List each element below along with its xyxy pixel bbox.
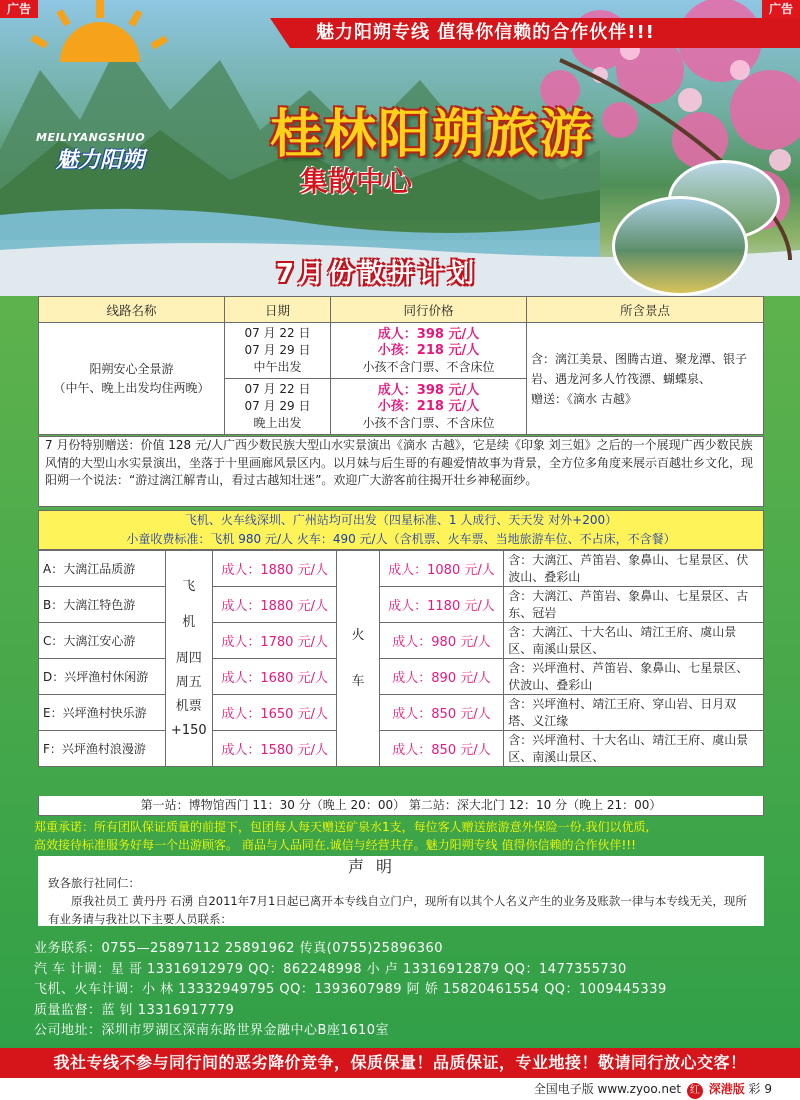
date-line: 07 月 22 日 [244,326,311,340]
price-note: 小孩不含门票、不含床位 [362,415,495,430]
plane-price: 成人：1580 元/人 [212,731,337,767]
route-name: F：兴坪渔村浪漫游 [39,731,166,767]
header-price: 同行价格 [331,297,527,323]
spots-cell [527,323,764,435]
table-row [39,551,764,587]
plane-label: 周四 [175,650,202,666]
footer-page: 彩 9 [748,1082,772,1096]
gift-text: 赠送：《滴水 古越》 [531,391,637,406]
service-promise [34,818,784,854]
header-date: 日期 [225,297,331,323]
table-row [39,659,764,695]
child-price: 小孩：218 元/人 [377,398,480,414]
page-footer [0,1078,800,1100]
spots-text: 含：漓江美景、图腾古道、聚龙潭、银子岩、遇龙河多人竹筏漂、蝴蝶泉、 [531,351,748,386]
route-name: A：大漓江品质游 [39,551,166,587]
footer-edition: 深港版 [708,1082,745,1096]
table-row [39,731,764,767]
child-price: 小孩：218 元/人 [377,342,480,358]
contact-line: 公司地址：深圳市罗湖区深南东路世界金融中心B座1610室 [34,1023,390,1038]
route-spots: 含：大漓江、十大名山、靖江王府、虞山景区、南溪山景区、 [504,623,764,659]
contact-line: 业务联系：0755—25897112 25891962 传真(0755)25896360 [34,941,444,956]
table-row [39,695,764,731]
scenic-photo-large [612,196,748,296]
train-price: 成人：980 元/人 [379,623,504,659]
route-spots: 含：兴坪渔村、十大名山、靖江王府、虞山景区、南溪山景区、 [504,731,764,767]
contact-line: 汽 车 计调：星 哥 13316912979 QQ：862248998 小 卢 13316912879 QQ：1477355730 [34,961,627,977]
top-banner: 魅力阳朔专线 值得你信赖的合作伙伴!!! [290,18,800,48]
table-row [39,587,764,623]
notice-line: 小童收费标准：飞机 980 元/人 火车：490 元/人（含机票、火车票、当地旅游车位、不占床，不含餐） [126,532,676,546]
train-price: 成人：1080 元/人 [379,551,504,587]
page-subtitle: 集散中心 [300,165,413,198]
price-note: 小孩不含门票、不含床位 [362,359,495,374]
date-line: 07 月 29 日 [244,343,311,357]
adult-price: 成人：398 元/人 [377,382,480,398]
date-cell [225,379,331,435]
plane-price: 成人：1780 元/人 [212,623,337,659]
plane-label: 机 [182,614,196,630]
departure-time: 晚上出发 [253,416,302,430]
header-route: 线路名称 [39,297,225,323]
promise-line: 高效接待标准服务好每一个出游顾客。 商品与人品同在.诚信与经营共存。魅力阳朔专线 值得你信赖的合作伙伴!!! [34,838,636,852]
train-price: 成人：850 元/人 [379,731,504,767]
route-spots: 含：大漓江、芦笛岩、象鼻山、七星景区、伏波山、叠彩山 [504,551,764,587]
price-cell [331,323,527,379]
table-row [39,623,764,659]
date-line: 07 月 22 日 [244,382,311,396]
route-cell [39,323,225,435]
departure-time: 中午出发 [253,360,302,374]
main-content [0,296,800,1100]
logo-name: 魅力阳朔 [56,148,145,173]
route-spots: 含：兴坪渔村、芦笛岩、象鼻山、七星景区、伏波山、叠彩山 [504,659,764,695]
adult-price: 成人：398 元/人 [377,326,480,342]
route-name: B：大漓江特色游 [39,587,166,623]
train-price: 成人：850 元/人 [379,695,504,731]
plan-title: 7月份散拼计划 [276,259,479,289]
promise-line: 郑重承诺：所有团队保证质量的前提下，包团每人每天赠送矿泉水1支，每位客人赠送旅游意外保险一份.我们以优质, [34,820,650,834]
edition-badge-icon: 红 [687,1083,703,1099]
price-cell [331,379,527,435]
departure-notice [38,510,764,550]
train-label: 车 [351,673,365,689]
date-cell [225,323,331,379]
contact-info [34,939,794,1042]
ad-label-right: 广告 [762,0,800,18]
plane-price: 成人：1880 元/人 [212,587,337,623]
notice-line: 飞机、火车线深圳、广州站均可出发（四星标准、1 人成行、天天发 对外+200） [184,513,618,527]
declaration-title: 声明 [348,857,405,876]
footer-site: 全国电子版 www.zyoo.net [533,1082,682,1096]
train-label: 火 [351,627,365,643]
route-spots: 含：大漓江、芦笛岩、象鼻山、七星景区、古东、冠岩 [504,587,764,623]
ad-label-left: 广告 [0,0,38,18]
table-header-row [39,297,764,323]
train-price: 成人：890 元/人 [379,659,504,695]
header-spots: 所含景点 [527,297,764,323]
declaration-box [38,856,764,926]
plane-price: 成人：1680 元/人 [212,659,337,695]
logo-subtitle: MEILIYANGSHUO [36,131,146,144]
contact-line: 飞机、火车计调：小 林 13332949795 QQ：1393607989 阿 娇 15820461554 QQ：1009445339 [34,982,667,997]
page-title: 桂林阳朔旅游 [270,105,595,165]
train-price: 成人：1180 元/人 [379,587,504,623]
route-name: 阳朔安心全景游 [89,361,174,376]
plane-label: 机票 [175,698,202,714]
contact-line: 质量监督：蓝 钊 13316917779 [34,1002,235,1018]
plane-price: 成人：1880 元/人 [212,551,337,587]
pickup-stations: 第一站：博物馆西门 11：30 分（晚上 20：00） 第二站：深大北门 12：10 分（晚上 21：00） [38,796,764,816]
date-line: 07 月 29 日 [244,399,311,413]
plane-label: +150 [170,722,207,738]
declaration-body: 原我社员工 黄丹丹 石湧 自2011年7月1日起已离开本专线自立门户，现所有以其个人名义产生的业务及账款一律与本专线无关，现所有业务请与我社以下主要人员联系： [48,894,747,926]
table-row [39,323,764,379]
route-name: D：兴坪渔村休闲游 [39,659,166,695]
special-offer-text: 7 月份特别赠送：价值 128 元/人广西少数民族大型山水实景演出《滴水 古越》，它是续《印象 刘三姐》之后的一个展现广西少数民族风情的大型山水实景演出，坐落于十里画廊风景区内。以月妹与后生哥的有趣爱情故事为背景，全方位多角度来展示百越壮乡文化，现阳朔一个说法：“游过漓江解青山，看过古越知壮迷”。欢迎广大游客前往揭开壮乡神秘面纱。 [38,436,764,507]
route-spots: 含：兴坪渔村、靖江王府、穿山岩、日月双塔、义江缘 [504,695,764,731]
plane-label: 周五 [175,674,202,690]
plane-label: 飞 [182,578,196,594]
bottom-banner: 我社专线不参与同行间的恶劣降价竞争，保质保量！品质保证，专业地接！敬请同行放心交客！ [0,1048,800,1078]
route-name: E：兴坪渔村快乐游 [39,695,166,731]
declaration-greeting: 致各旅行社同仁： [48,876,140,890]
route-note: （中午、晚上出发均住两晚） [53,380,210,395]
plane-label-cell [165,551,212,767]
plane-price: 成人：1650 元/人 [212,695,337,731]
route-price-table [38,550,764,767]
schedule-table [38,296,764,435]
route-name: C：大漓江安心游 [39,623,166,659]
train-label-cell [337,551,379,767]
